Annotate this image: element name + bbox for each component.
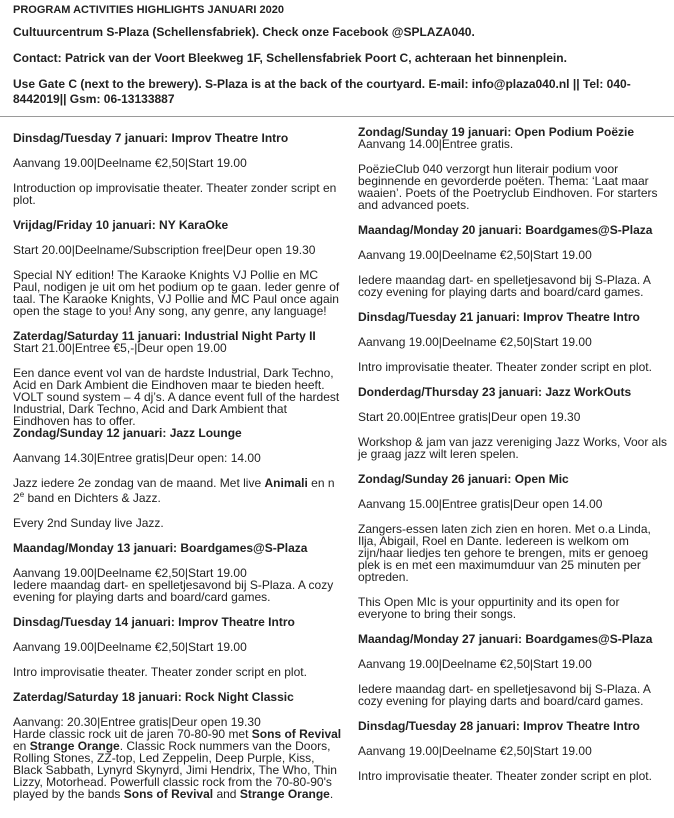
event-description: Introduction op improvisatie theater. Theater zonder script en plot.	[13, 181, 337, 207]
event-info: Aanvang 19.00|Deelname €2,50|Start 19.00	[13, 566, 247, 580]
event-info: Aanvang 19.00|Deelname €2,50|Start 19.00	[358, 248, 592, 262]
band-name: Strange Orange	[29, 739, 120, 753]
event-item	[13, 330, 343, 427]
event-title: Donderdag/Thursday 23 januari: Jazz WorkOuts	[358, 385, 632, 399]
event-info: Aanvang 19.00|Deelname €2,50|Start 19.00	[358, 744, 592, 758]
desc-text: .	[329, 787, 334, 801]
event-item	[13, 542, 343, 603]
gate-line: Use Gate C (next to the brewery). S-Plaza is at the back of the courtyard. E-mail: info@plaza040.nl || Tel: 040-8442019|| Gsm: 06-13133887	[13, 77, 631, 106]
event-title: Maandag/Monday 20 januari: Boardgames@S-Plaza	[358, 223, 653, 237]
event-info: Aanvang 19.00|Deelname €2,50|Start 19.00	[358, 657, 592, 671]
desc-text: en n 2	[13, 476, 335, 505]
event-item	[358, 720, 670, 782]
event-description: PoëzieClub 040 verzorgt hun literair podium voor beginnende en gevorderde poëten. Thema: ‘Laat maar waaien’. Poets of the Poetryclub Eindhoven. For starters and advanced poets.	[358, 162, 658, 212]
event-info: Start 21.00|Entree €5,-|Deur open 19.00	[13, 341, 227, 355]
event-title: Vrijdag/Friday 10 januari: NY KaraOke	[13, 218, 229, 232]
event-title: Dinsdag/Tuesday 14 januari: Improv Theatre Intro	[13, 615, 295, 629]
event-item	[358, 473, 670, 620]
event-description: Workshop & jam van jazz vereniging Jazz Works, Voor als je graag jazz wilt leren spelen.	[358, 435, 668, 461]
event-title: Zaterdag/Saturday 18 januari: Rock Night Classic	[13, 690, 294, 704]
band-name: Strange Orange	[239, 787, 330, 801]
event-title: Zondag/Sunday 19 januari: Open Podium Poëzie	[358, 125, 635, 139]
event-info: Start 20.00|Deelname/Subscription free|Deur open 19.30	[13, 243, 316, 257]
desc-text: Jazz iedere 2e zondag van de maand. Met live	[13, 476, 265, 490]
event-item	[13, 691, 343, 800]
event-description: Intro improvisatie theater. Theater zonder script en plot.	[358, 769, 652, 783]
ordinal-suffix: e	[19, 490, 25, 499]
band-name: Animali	[264, 476, 308, 490]
event-title: Dinsdag/Tuesday 28 januari: Improv Theatre Intro	[358, 719, 640, 733]
event-description: Intro improvisatie theater. Theater zonder script en plot.	[13, 665, 307, 679]
left-column	[13, 132, 343, 800]
event-description: Zangers-essen laten zich zien en horen. Met o.a Linda, Ilja, Abigail, Roel en Dante. Iedereen is welkom om zijn/haar liedjes ten gehore te brengen, mits er genoeg plek is en met een maximumduur van 25 minuten per optreden.	[358, 522, 651, 584]
event-item	[13, 427, 343, 529]
event-item	[13, 219, 343, 317]
band-name: Sons of Revival	[251, 727, 342, 741]
desc-text: en	[13, 739, 30, 753]
event-description	[13, 728, 343, 800]
event-item	[358, 224, 670, 298]
event-info: Aanvang 19.00|Deelname €2,50|Start 19.00	[358, 335, 592, 349]
event-info: Aanvang 14.00|Entree gratis.	[358, 137, 514, 151]
contact-line: Contact: Patrick van der Voort Bleekweg 1F, Schellensfabriek Poort C, achteraan het binnenplein.	[13, 51, 567, 65]
event-title: Dinsdag/Tuesday 21 januari: Improv Theatre Intro	[358, 310, 640, 324]
header-divider	[0, 116, 674, 117]
desc-text: . Classic Rock nummers van the Doors, Rolling Stones, ZZ-top, Led Zeppelin, Deep Purple, Kiss, Black Sabbath, Lynyrd Skynyrd, Jimi Hendrix, The Who, Thin Lizzy, Motorhead. Powerfull classic rock from the 70-80-90's played by the bands	[13, 739, 337, 801]
event-info: Aanvang 19.00|Deelname €2,50|Start 19.00	[13, 640, 247, 654]
event-title: Zaterdag/Saturday 11 januari: Industrial Night Party II	[13, 329, 316, 343]
desc-text: and	[213, 787, 240, 801]
event-description: Iedere maandag dart- en spelletjesavond bij S-Plaza. A cozy evening for playing darts and board/card games.	[13, 578, 334, 604]
event-info: Aanvang 19.00|Deelname €2,50|Start 19.00	[13, 156, 247, 170]
desc-text: band en Dichters & Jazz.	[24, 491, 161, 505]
event-item	[358, 386, 670, 460]
desc-text: Harde classic rock uit de jaren 70-80-90 met	[13, 727, 252, 741]
event-title: Maandag/Monday 27 januari: Boardgames@S-Plaza	[358, 632, 653, 646]
event-item	[358, 126, 670, 211]
event-description: Iedere maandag dart- en spelletjesavond bij S-Plaza. A cozy evening for playing darts and board/card games.	[358, 273, 651, 299]
event-description: Iedere maandag dart- en spelletjesavond bij S-Plaza. A cozy evening for playing darts and board/card games.	[358, 682, 651, 708]
event-item	[358, 633, 670, 707]
page-title: PROGRAM ACTIVITIES HIGHLIGHTS JANUARI 2020	[13, 4, 284, 16]
event-description: Special NY edition! The Karaoke Knights VJ Pollie en MC Paul, nodigen je uit om het podium op te gaan. Ieder genre of taal. The Karaoke Knights, VJ Pollie and MC Paul once again open the stage to you! Any song, any genre, any language!	[13, 268, 340, 318]
event-description-en: Every 2nd Sunday live Jazz.	[13, 516, 164, 530]
event-item	[13, 616, 343, 678]
event-item	[358, 311, 670, 373]
event-info: Aanvang 15.00|Entree gratis|Deur open 14.00	[358, 497, 603, 511]
event-info: Start 20.00|Entree gratis|Deur open 19.30	[358, 410, 581, 424]
event-description-en: This Open MIc is your oppurtinity and its open for everyone to bring their songs.	[358, 595, 620, 621]
event-title: Zondag/Sunday 12 januari: Jazz Lounge	[13, 426, 242, 440]
event-title: Maandag/Monday 13 januari: Boardgames@S-Plaza	[13, 541, 308, 555]
event-description	[13, 477, 343, 504]
page-header	[13, 4, 663, 118]
event-title: Dinsdag/Tuesday 7 januari: Improv Theatre Intro	[13, 131, 289, 145]
band-name: Sons of Revival	[123, 787, 214, 801]
event-title: Zondag/Sunday 26 januari: Open Mic	[358, 472, 569, 486]
venue-line: Cultuurcentrum S-Plaza (Schellensfabriek). Check onze Facebook @SPLAZA040.	[13, 25, 475, 39]
event-info: Aanvang: 20.30|Entree gratis|Deur open 19.30	[13, 715, 261, 729]
event-info: Aanvang 14.30|Entree gratis|Deur open: 14.00	[13, 451, 261, 465]
event-description: Intro improvisatie theater. Theater zonder script en plot.	[358, 360, 652, 374]
right-column	[358, 126, 670, 782]
event-item	[13, 132, 343, 206]
event-description: Een dance event vol van de hardste Industrial, Dark Techno, Acid en Dark Ambient die Eindhoven maar te bieden heeft. VOLT sound system – 4 dj’s. A dance event full of the hardest Industrial, Dark Techno, Acid and Dark Ambient that Eindhoven has to offer.	[13, 366, 340, 428]
